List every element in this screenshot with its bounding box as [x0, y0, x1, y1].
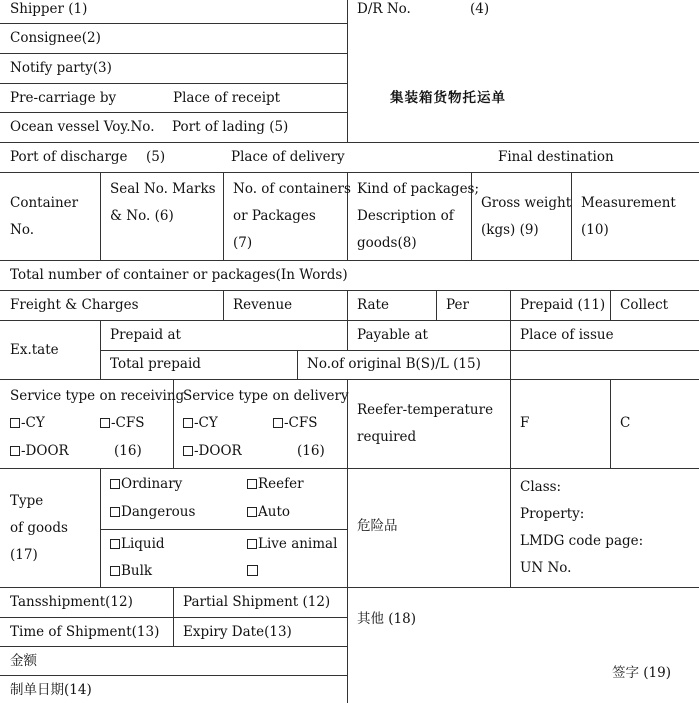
total-in-words-label: Total number of container or packages(In Words)	[10, 267, 348, 283]
checkbox[interactable]	[247, 539, 257, 549]
rule	[0, 53, 347, 54]
goods-ordinary-option[interactable]	[110, 478, 182, 492]
rule	[0, 112, 347, 113]
rule	[347, 290, 348, 320]
gross-weight-header-line2: (kgs) (9)	[481, 222, 539, 238]
goods-other-checkbox[interactable]	[247, 565, 258, 576]
receiving-cy-option[interactable]	[10, 417, 45, 431]
checkbox[interactable]	[110, 507, 120, 517]
containers-header-line2: or Packages	[233, 208, 316, 224]
reefer-temperature-line2: required	[357, 429, 417, 445]
property-label: Property:	[520, 506, 585, 522]
rule	[0, 320, 699, 321]
checkbox[interactable]	[247, 479, 257, 489]
rule	[347, 320, 348, 350]
freight-charges-label: Freight & Charges	[10, 297, 139, 313]
un-no-label: UN No.	[520, 560, 572, 576]
no-of-original-bl-label: No.of original B(S)/L (15)	[307, 356, 481, 372]
rule	[297, 350, 298, 379]
goods-dangerous-option[interactable]	[110, 506, 195, 520]
document-title: 集装箱货物托运单	[390, 90, 506, 106]
option-label: -CY	[194, 415, 218, 431]
seal-header-line2: & No. (6)	[110, 208, 174, 224]
option-label: Live animal	[258, 536, 338, 552]
reefer-temperature-line1: Reefer-temperature	[357, 402, 494, 418]
delivery-number: (16)	[297, 443, 325, 459]
option-label: Ordinary	[121, 476, 183, 492]
checkbox[interactable]	[247, 507, 257, 517]
total-prepaid-label: Total prepaid	[110, 356, 201, 372]
goods-reefer-option[interactable]	[247, 478, 304, 492]
final-destination-label: Final destination	[498, 149, 614, 165]
place-of-delivery-label: Place of delivery	[231, 149, 345, 165]
option-label: -CY	[21, 415, 45, 431]
rule	[0, 142, 699, 143]
collect-label: Collect	[620, 297, 669, 313]
pre-carriage-label: Pre-carriage by	[10, 90, 117, 106]
rule	[510, 350, 511, 379]
class-label: Class:	[520, 479, 562, 495]
measurement-header-line2: (10)	[581, 222, 609, 238]
container-header-line1: Container	[10, 195, 79, 211]
rule	[510, 290, 511, 320]
rule	[610, 379, 611, 468]
revenue-label: Revenue	[233, 297, 293, 313]
gross-weight-header-line1: Gross weight	[481, 195, 572, 211]
others-label: 其他 (18)	[357, 611, 417, 627]
rule	[0, 646, 347, 647]
goods-liquid-option[interactable]	[110, 538, 165, 552]
expiry-date-label: Expiry Date(13)	[183, 624, 292, 640]
service-delivery-title: Service type on delivery	[183, 388, 349, 404]
option-label: Liquid	[121, 536, 165, 552]
dr-no-label: D/R No.	[357, 1, 411, 17]
type-of-goods-line1: Type	[10, 493, 44, 509]
port-of-lading-label: Port of lading (5)	[172, 119, 289, 135]
option-label: -CFS	[111, 415, 145, 431]
rule	[173, 587, 174, 646]
option-label: Auto	[258, 504, 290, 520]
checkbox[interactable]	[183, 418, 193, 428]
checkbox[interactable]	[273, 418, 283, 428]
kind-header-line2: Description of	[357, 208, 454, 224]
rule	[0, 379, 699, 380]
time-of-shipment-label: Time of Shipment(13)	[10, 624, 160, 640]
receiving-door-option[interactable]	[10, 445, 69, 459]
checkbox[interactable]	[10, 418, 20, 428]
rate-label: Rate	[357, 297, 389, 313]
checkbox[interactable]	[100, 418, 110, 428]
kind-header-line3: goods(8)	[357, 235, 417, 251]
imdg-code-page-label: LMDG code page:	[520, 533, 644, 549]
rule	[0, 172, 699, 173]
option-label: -DOOR	[194, 443, 242, 459]
option-label: -CFS	[284, 415, 318, 431]
hazardous-goods-label: 危险品	[357, 518, 398, 534]
option-label: -DOOR	[21, 443, 69, 459]
rule	[610, 290, 611, 320]
option-label: Reefer	[258, 476, 304, 492]
type-of-goods-line3: (17)	[10, 547, 38, 563]
option-label: Dangerous	[121, 504, 196, 520]
amount-label: 金额	[10, 653, 37, 669]
rule	[0, 23, 347, 24]
checkbox[interactable]	[110, 479, 120, 489]
rule	[0, 260, 699, 261]
seal-header-line1: Seal No. Marks	[110, 181, 216, 197]
containers-header-line3: (7)	[233, 235, 253, 251]
goods-bulk-option[interactable]	[110, 565, 152, 579]
rule	[0, 83, 347, 84]
consignee-label: Consignee(2)	[10, 30, 101, 46]
dr-no-number: (4)	[470, 1, 490, 17]
per-label: Per	[446, 297, 469, 313]
payable-at-label: Payable at	[357, 327, 428, 343]
rule	[510, 468, 511, 587]
rule	[223, 172, 224, 260]
delivery-cy-option[interactable]	[183, 417, 218, 431]
place-of-issue-label: Place of issue	[520, 327, 614, 343]
rule	[571, 172, 572, 260]
receiving-cfs-option[interactable]	[100, 417, 145, 431]
ocean-vessel-label: Ocean vessel Voy.No.	[10, 119, 155, 135]
rule	[0, 290, 699, 291]
prepaid-at-label: Prepaid at	[110, 327, 181, 343]
port-of-discharge-number: (5)	[146, 149, 166, 165]
date-of-issue-label: 制单日期(14)	[10, 682, 92, 698]
rule	[510, 379, 511, 468]
checkbox[interactable]	[183, 446, 193, 456]
delivery-cfs-option[interactable]	[273, 417, 318, 431]
container-header-line2: No.	[10, 222, 34, 238]
checkbox[interactable]	[10, 446, 20, 456]
rule	[100, 172, 101, 260]
partial-shipment-label: Partial Shipment (12)	[183, 594, 331, 610]
service-receiving-title: Service type on receiving	[10, 388, 185, 404]
transhipment-label: Tansshipment(12)	[10, 594, 133, 610]
checkbox[interactable]	[110, 566, 120, 576]
goods-live-animal-option[interactable]	[247, 538, 337, 552]
exchange-rate-label: Ex.tate	[10, 342, 59, 358]
rule	[347, 468, 348, 703]
shipper-label: Shipper (1)	[10, 1, 88, 17]
rule	[347, 0, 348, 142]
measurement-header-line1: Measurement	[581, 195, 676, 211]
goods-auto-option[interactable]	[247, 506, 290, 520]
signature-label: 签字 (19)	[612, 665, 672, 681]
rule	[100, 468, 101, 587]
receiving-number: (16)	[114, 443, 142, 459]
celsius-label: C	[620, 415, 631, 431]
port-of-discharge-label: Port of discharge	[10, 149, 128, 165]
rule	[0, 675, 347, 676]
notify-party-label: Notify party(3)	[10, 60, 112, 76]
rule	[100, 529, 347, 530]
rule	[436, 290, 437, 320]
option-label: Bulk	[121, 563, 153, 579]
place-of-receipt-label: Place of receipt	[173, 90, 281, 106]
prepaid-label: Prepaid (11)	[520, 297, 606, 313]
rule	[0, 587, 699, 588]
rule	[223, 290, 224, 320]
kind-header-line1: Kind of packages;	[357, 181, 480, 197]
rule	[100, 350, 699, 351]
rule	[510, 320, 511, 350]
fahrenheit-label: F	[520, 415, 530, 431]
type-of-goods-line2: of goods	[10, 520, 68, 536]
rule	[100, 320, 101, 379]
containers-header-line1: No. of containers	[233, 181, 351, 197]
checkbox[interactable]	[110, 539, 120, 549]
rule	[0, 468, 699, 469]
delivery-door-option[interactable]	[183, 445, 242, 459]
